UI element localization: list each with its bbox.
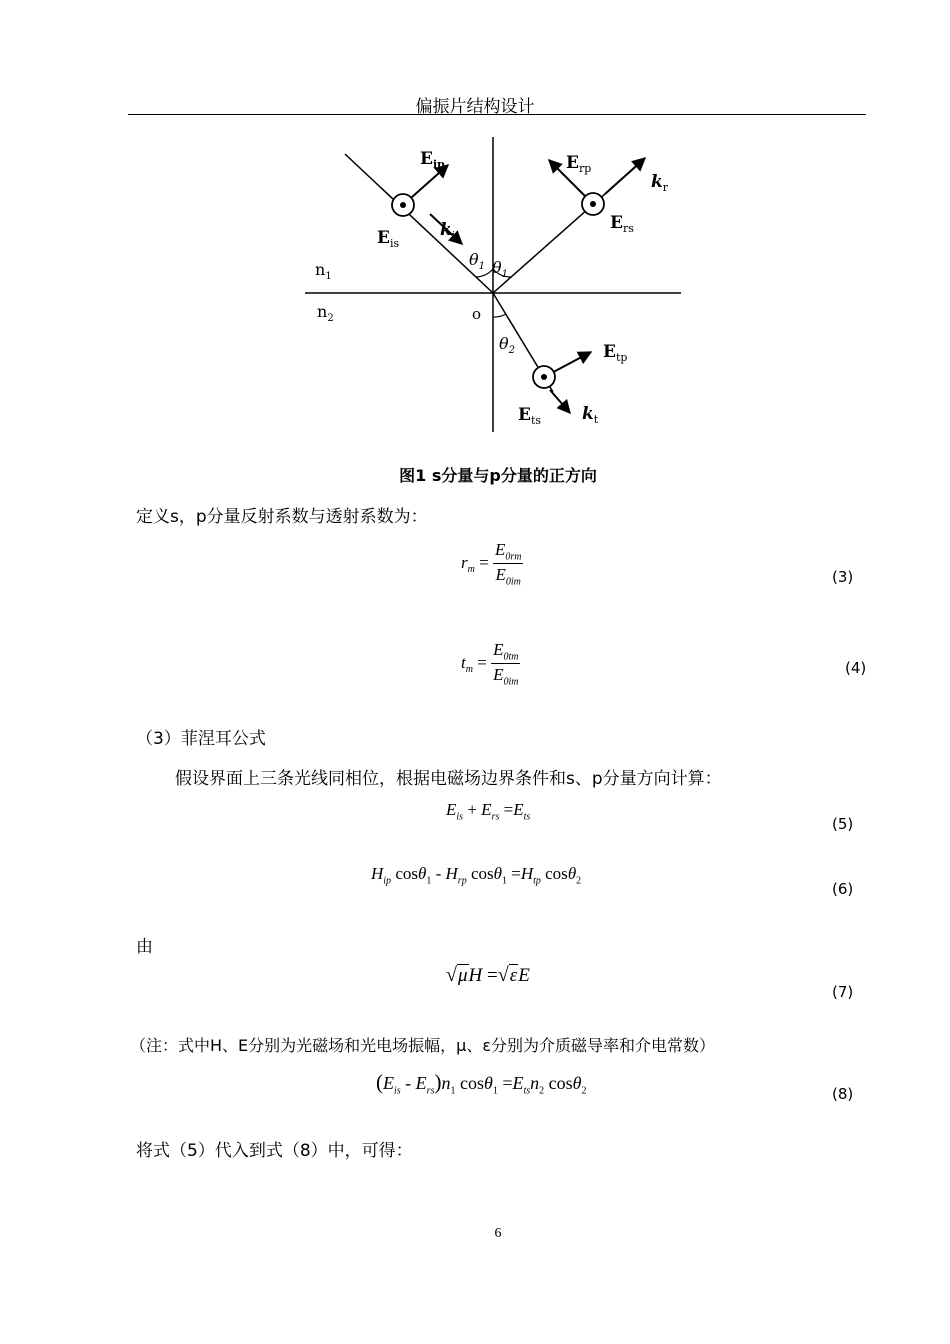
figure-caption: 图1 s分量与p分量的正方向 xyxy=(399,466,597,485)
equation-8: $(E_{is} - E_{rs})n_1$ $\cos\theta_1 =E_{ts}n_2$ cosθ$_2$ xyxy=(376,1070,587,1097)
label-e-is: $E_{is}$ xyxy=(377,228,400,250)
equation-7-number: (7) xyxy=(832,983,854,1001)
paragraph-assumption: 假设界面上三条光线同相位，根据电磁场边界条件和s、p分量方向计算： xyxy=(175,769,722,789)
equation-3: $r_m$ = $\frac{E_{0rm}}{E_{0im}}$ xyxy=(461,540,522,588)
label-k-r: $k_r$ xyxy=(651,172,669,194)
equation-3-number: (3) xyxy=(832,568,854,586)
equation-6-number: (6) xyxy=(832,880,854,898)
paragraph-substitution: 将式（5）代入到式（8）中，可得： xyxy=(136,1141,413,1161)
label-e-tp: $E_{tp}$ xyxy=(603,342,628,364)
incident-ray xyxy=(345,154,493,293)
k-r-arrow xyxy=(605,158,645,194)
figure-polarization-diagram xyxy=(300,130,690,440)
paragraph-definition: 定义s，p分量反射系数与透射系数为： xyxy=(136,507,428,527)
equation-6: $H_{ip}$ $\cos\theta_1 - H_{rp}$ $\cos\theta_1 =H_{tp}$ cosθ$_2$ xyxy=(371,864,582,887)
equation-8-number: (8) xyxy=(832,1085,854,1103)
label-origin: o xyxy=(472,305,482,323)
label-n1: $n_1$ xyxy=(315,260,332,282)
equation-5: $E_{is} + E_{rs} =E_{ts}$ xyxy=(446,800,531,823)
equation-5-number: (5) xyxy=(832,815,854,833)
theta2-arc xyxy=(493,314,506,317)
label-theta1-right: $\theta_1$ xyxy=(492,258,509,280)
label-e-rp: $E_{rp}$ xyxy=(566,153,592,175)
label-k-t: $k_t$ xyxy=(582,404,599,426)
label-e-rs: $E_{rs}$ xyxy=(610,213,634,235)
label-e-ts: $E_{ts}$ xyxy=(518,405,542,427)
label-k-i: $k_i$ xyxy=(440,220,456,242)
label-theta1-left: $\theta_1$ xyxy=(469,250,486,272)
section-heading-fresnel: （3）菲涅耳公式 xyxy=(136,729,266,749)
paragraph-note: （注：式中H、E分别为光磁场和光电场振幅，μ、ε分别为介质磁导率和介电常数） xyxy=(130,1036,715,1055)
header-rule xyxy=(128,114,866,115)
equation-7: √μH =√εE xyxy=(446,964,530,986)
k-t-arrow xyxy=(550,390,570,413)
label-n2: $n_2$ xyxy=(317,302,334,324)
equation-4-number: (4) xyxy=(845,659,867,677)
page-number: 6 xyxy=(494,1226,502,1241)
equation-4: $t_m$ = $\frac{E_{0tm}}{E_{0im}}$ xyxy=(461,640,519,688)
paragraph-by: 由 xyxy=(136,937,153,957)
label-theta2: $\theta_2$ xyxy=(499,334,516,356)
label-e-ip: $E_{ip}$ xyxy=(420,149,445,171)
page-header-title: 偏振片结构设计 xyxy=(415,97,535,117)
